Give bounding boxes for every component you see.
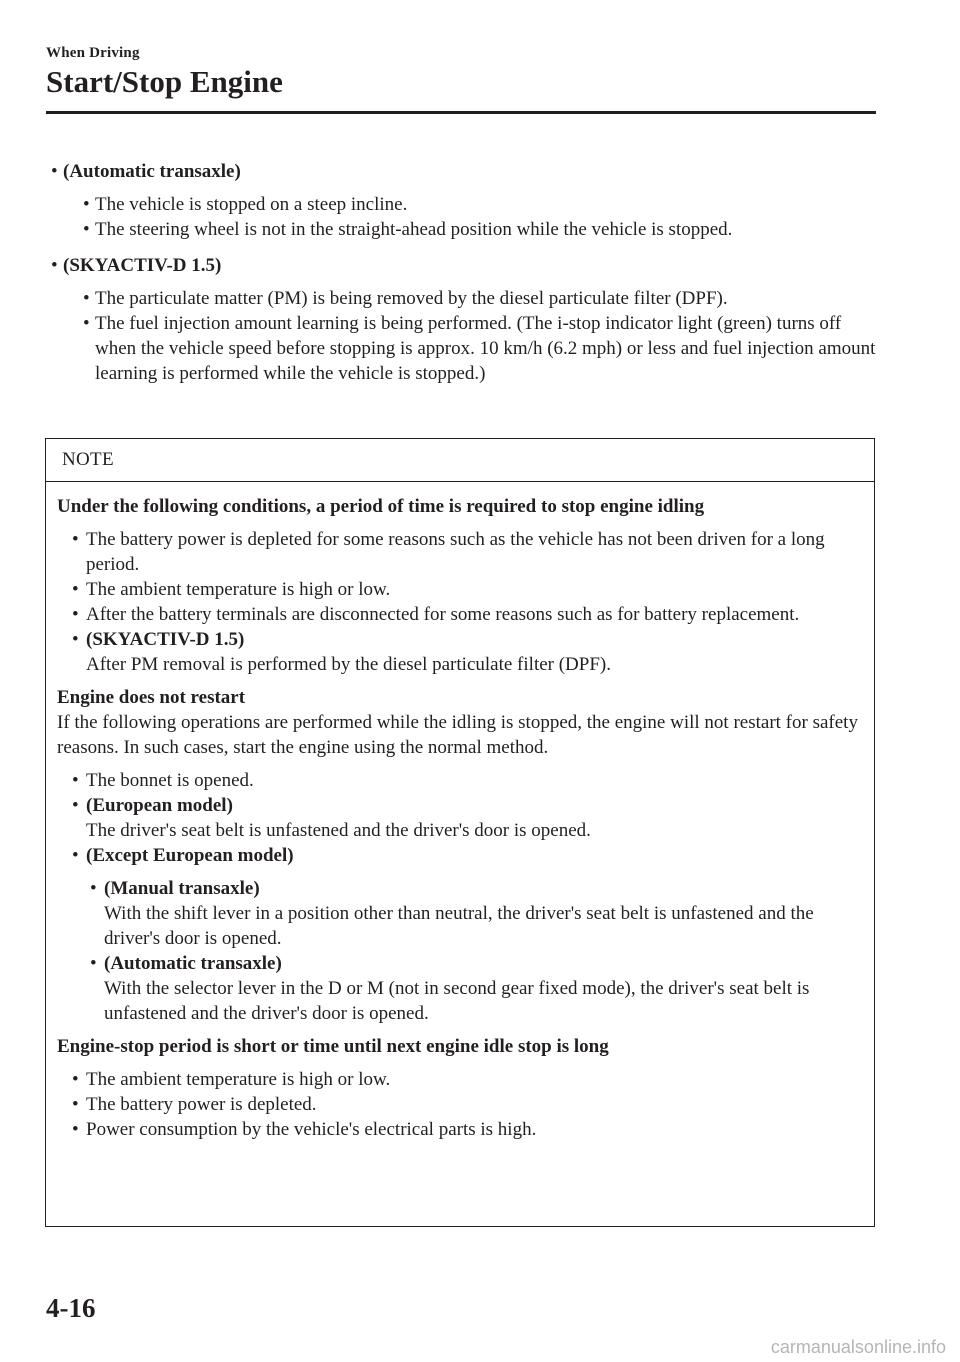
list-item: • The vehicle is stopped on a steep incline. [83, 194, 408, 215]
list-item: • The fuel injection amount learning is being performed. (The i-stop indicator light (green) turns off when the vehicle speed before stopping is approx. 10 km/h (6.2 mph) or less and fuel injection amount learning is performed while the vehicle is stopped.) [83, 313, 876, 384]
header-divider [46, 111, 876, 114]
list-item: • The bonnet is opened. [72, 770, 254, 791]
bullet-icon: • [51, 255, 58, 276]
bullet-icon: • [72, 579, 79, 600]
bullet-icon: • [72, 795, 79, 816]
bullet-icon: • [83, 288, 90, 309]
list-item [46, 159, 876, 242]
note-label: NOTE [62, 449, 114, 470]
list-item: • The steering wheel is not in the straight-ahead position while the vehicle is stopped. [83, 219, 733, 240]
list-item: • After the battery terminals are disconnected for some reasons such as for battery replacement. [72, 604, 800, 625]
bullet-icon: • [90, 878, 97, 899]
note-heading-restart: Engine does not restart [57, 687, 246, 708]
bullet-icon: • [72, 629, 79, 650]
page-header [46, 44, 876, 100]
bullet-icon: • [72, 1119, 79, 1140]
note-heading-period: Engine-stop period is short or time until next engine idle stop is long [57, 1036, 609, 1057]
list-item: • (Except European model) • (Manual transaxle) With the shift lever in a position other than neutral, the driver's seat belt is unfastened and the driver's door is opened. • (Automatic transaxle) With the selector lever in the D or M (not in second gear fixed mode), the driver's seat belt is unfastened and the driver's door is opened. [57, 843, 867, 1026]
list-item: • (European model) The driver's seat belt is unfastened and the driver's door is opened. [72, 795, 591, 841]
list-item: • The particulate matter (PM) is being removed by the diesel particulate filter (DPF). [83, 288, 728, 309]
page-title: Start/Stop Engine [46, 64, 283, 99]
bullet-icon: • [83, 313, 90, 334]
note-heading-idling: Under the following conditions, a period of time is required to stop engine idling [57, 496, 705, 517]
list-item: • (Manual transaxle) With the shift lever in a position other than neutral, the driver's seat belt is unfastened and the driver's door is opened. [90, 878, 814, 949]
note-box [45, 438, 875, 1227]
list-item [46, 253, 876, 386]
bullet-icon: • [72, 604, 79, 625]
bullet-icon: • [83, 194, 90, 215]
note-body [57, 494, 867, 1142]
bullet-icon: • [83, 219, 90, 240]
bullet-icon: • [72, 845, 79, 866]
watermark: carmanualsonline.info [770, 1337, 946, 1357]
list-item: • (Automatic transaxle) With the selector lever in the D or M (not in second gear fixed mode), the driver's seat belt is unfastened and the driver's door is opened. [90, 953, 810, 1024]
note-paragraph: If the following operations are performed while the idling is stopped, the engine will not restart for safety reasons. In such cases, start the engine using the normal method. [57, 712, 858, 758]
conditions-list [46, 159, 876, 386]
list-item: • The battery power is depleted. [72, 1094, 317, 1115]
bullet-icon: • [90, 953, 97, 974]
bullet-icon: • [72, 1069, 79, 1090]
section-label: When Driving [46, 45, 140, 61]
bullet-icon: • [72, 529, 79, 550]
list-item: • The ambient temperature is high or low. [72, 579, 391, 600]
condition-label: (Automatic transaxle) [63, 161, 241, 182]
condition-label: (SKYACTIV-D 1.5) [63, 255, 222, 276]
bullet-icon: • [72, 1094, 79, 1115]
note-header [46, 439, 874, 482]
page-number: 4-16 [46, 1293, 96, 1323]
list-item: • Power consumption by the vehicle's electrical parts is high. [72, 1119, 537, 1140]
list-item: • The ambient temperature is high or low. [72, 1069, 391, 1090]
bullet-icon: • [51, 161, 58, 182]
bullet-icon: • [72, 770, 79, 791]
list-item: • (SKYACTIV-D 1.5) After PM removal is performed by the diesel particulate filter (DPF). [72, 629, 611, 675]
list-item: • The battery power is depleted for some reasons such as the vehicle has not been driven for a long period. [72, 529, 825, 575]
